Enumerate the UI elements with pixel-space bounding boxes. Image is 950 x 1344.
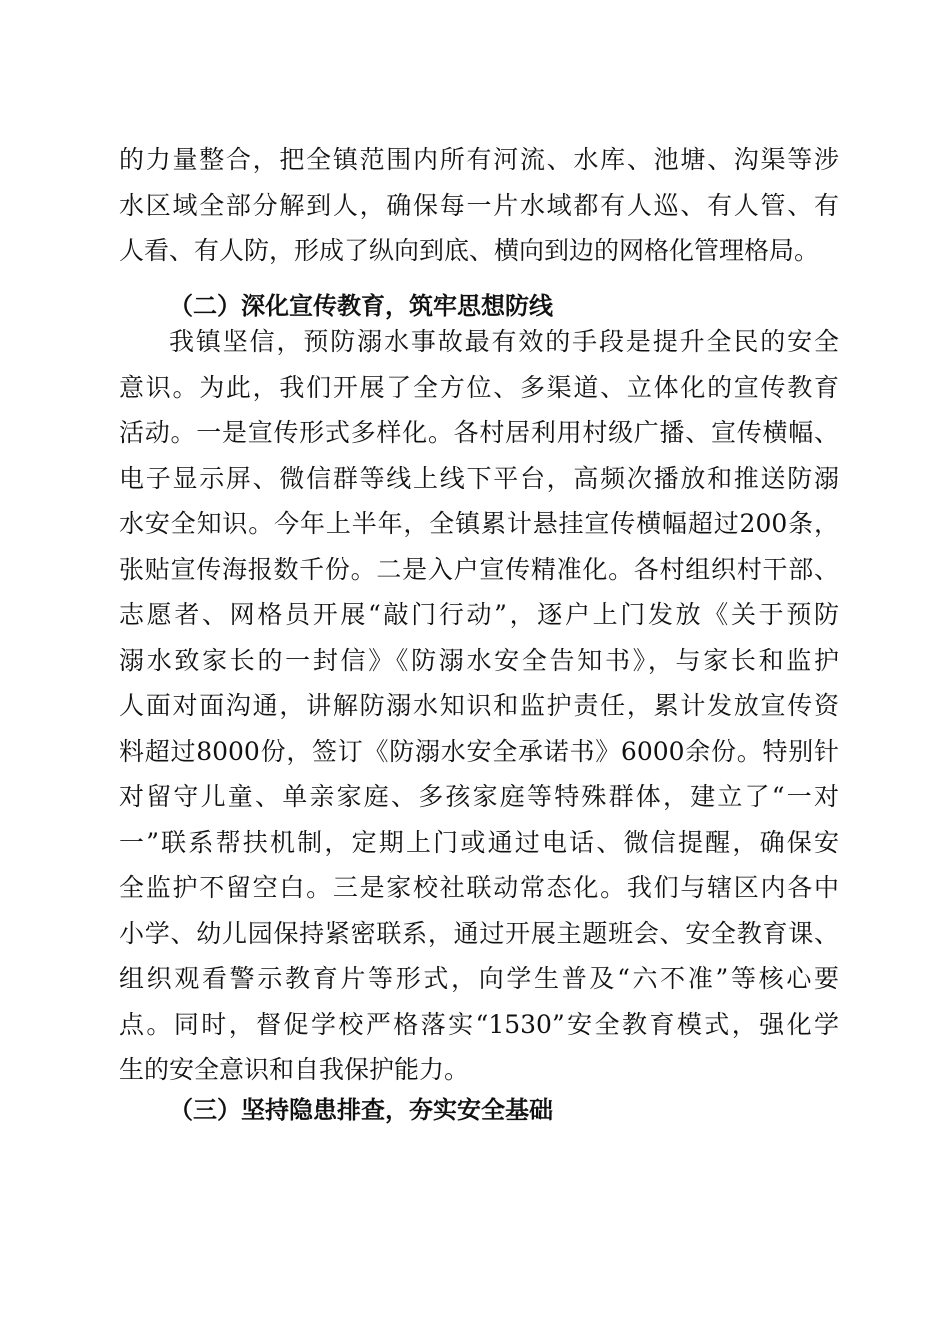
- paragraph-line: 组织观看警示教育片等形式，向学生普及“六不准”等核心要: [119, 964, 839, 993]
- paragraph-line: 志愿者、网格员开展“敲门行动”，逐户上门发放《关于预防: [119, 600, 839, 629]
- paragraph-line: 小学、幼儿园保持紧密联系，通过开展主题班会、安全教育课、: [119, 918, 839, 948]
- paragraph-line: 活动。一是宣传形式多样化。各村居利用村级广播、宣传横幅、: [119, 418, 839, 447]
- section-heading-3: （三）坚持隐患排查，夯实安全基础: [169, 1096, 553, 1124]
- paragraph-line: 对留守儿童、单亲家庭、多孩家庭等特殊群体，建立了“一对: [119, 782, 839, 811]
- paragraph-line: 料超过8000份，签订《防溺水安全承诺书》6000余份。特别针: [119, 736, 839, 766]
- section-heading-2: （二）深化宣传教育，筑牢思想防线: [169, 292, 553, 320]
- paragraph-line: 水区域全部分解到人，确保每一片水域都有人巡、有人管、有: [119, 190, 839, 220]
- paragraph-line: 生的安全意识和自我保护能力。: [119, 1055, 470, 1084]
- paragraph-line: 溺水致家长的一封信》《防溺水安全告知书》，与家长和监护: [119, 645, 839, 675]
- paragraph-line: 人面对面沟通，讲解防溺水知识和监护责任，累计发放宣传资: [119, 691, 839, 720]
- paragraph-publicity-education: [119, 319, 839, 1093]
- paragraph-line: 点。同时，督促学校严格落实“1530”安全教育模式，强化学: [119, 1009, 839, 1039]
- paragraph-line: 电子显示屏、微信群等线上线下平台，高频次播放和推送防溺: [119, 463, 839, 493]
- paragraph-grid-management: [119, 137, 839, 274]
- paragraph-line: 一”联系帮扶机制，定期上门或通过电话、微信提醒，确保安: [119, 827, 839, 857]
- paragraph-line: 张贴宣传海报数千份。二是入户宣传精准化。各村组织村干部、: [119, 554, 839, 584]
- paragraph-line: 我镇坚信，预防溺水事故最有效的手段是提升全民的安全: [169, 327, 839, 356]
- paragraph-line: 的力量整合，把全镇范围内所有河流、水库、池塘、沟渠等涉: [119, 145, 839, 174]
- paragraph-line: 水安全知识。今年上半年，全镇累计悬挂宣传横幅超过200条，: [119, 509, 839, 538]
- paragraph-line: 意识。为此，我们开展了全方位、多渠道、立体化的宣传教育: [119, 372, 839, 402]
- paragraph-line: 全监护不留空白。三是家校社联动常态化。我们与辖区内各中: [119, 873, 839, 902]
- paragraph-line: 人看、有人防，形成了纵向到底、横向到边的网格化管理格局。: [119, 236, 820, 265]
